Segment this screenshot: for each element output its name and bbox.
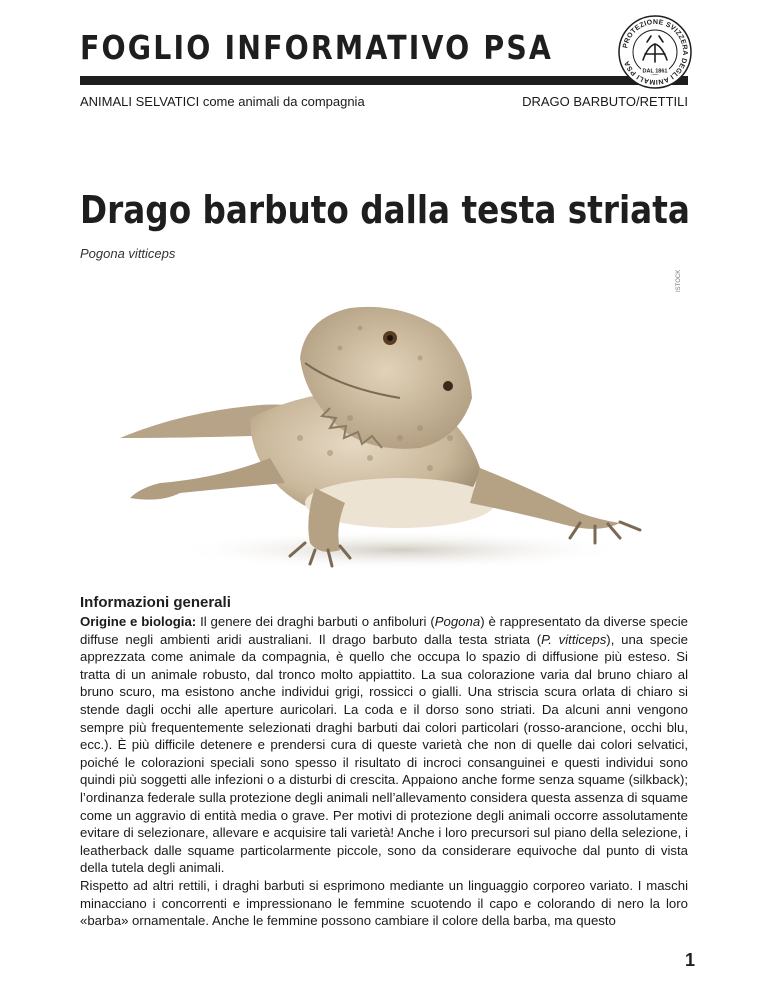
header-title: FOGLIO INFORMATIVO PSA: [80, 28, 554, 67]
photo-credit: ISTOCK: [676, 269, 682, 292]
topic-label: DRAGO BARBUTO/RETTILI: [522, 94, 688, 109]
section-heading: Informazioni generali: [80, 594, 231, 611]
psa-logo: [617, 14, 693, 90]
header-rule: [80, 76, 688, 85]
paragraph-body-language: Rispetto ad altri rettili, i draghi barbuti si esprimono mediante un linguaggio corporeo variato. I maschi minacciano i concorrenti e impressionano le femmine scuotendo il capo e colorando di nero la loro «barba» ornamentale. Anche le femmine possono cambiare il colore della barba, ma questo: [80, 877, 688, 929]
logo-year: DAL 1861: [642, 68, 668, 75]
paragraph-origin-biology: Origine e biologia: Il genere dei draghi barbuti o anfiboluri (Pogona) è rappresentato da diverse specie diffuse negli ambienti aridi australiani. Il drago barbuto dalla testa striata (P. vitticeps), una specie apprezzata come animale da compagnia, è quello che occupa lo spazio di diffusione più esteso. Si tratta di un animale robusto, dal tronco molto appiattito. La sua colorazione varia dal bruno chiaro al bruno scuro, ma esistono anche individui grigi, rossicci o gialli. Una striscia scura orlata di chiaro si stende dagli occhi alle aperture auricolari. La coda e il dorso sono striati. Da alcuni anni vengono sempre più frequentemente selezionati draghi barbuti dai colori particolari (rosso-arancione, occhi blu, ecc.). È più difficile detenere e prendersi cura di queste varietà che non di quelle dai colori selvatici, poiché le colorazioni speciali sono spesso il risultato di incroci consanguinei e questi individui sono quindi più soggetti alle infezioni o a disturbi di crescita. Appaiono anche forme senza squame (silkback); l’ordinanza federale sulla protezione degli animali nell’allevamento considera questa assenza di squame come un aggravio di entità media o grave. Per motivi di protezione degli animali occorre assolutamente evitare di selezionare, allevare e acquisire tali varietà! Anche i loro precursori sul piano della selezione, i leatherback dalle squame particolarmente piccole, sono da considerare equivoche dal punto di vista della tutela degli animali.: [80, 614, 688, 876]
body-text: [80, 613, 688, 930]
category-label: ANIMALI SELVATICI come animali da compagnia: [80, 94, 365, 109]
bearded-dragon-photo: [100, 288, 670, 578]
document-title: Drago barbuto dalla testa striata: [80, 188, 690, 232]
page-number: 1: [685, 950, 696, 970]
logo-ring-text: PROTEZIONE SVIZZERA DEGLI ANIMALI PSA: [622, 18, 689, 86]
species-name: Pogona vitticeps: [80, 246, 176, 261]
